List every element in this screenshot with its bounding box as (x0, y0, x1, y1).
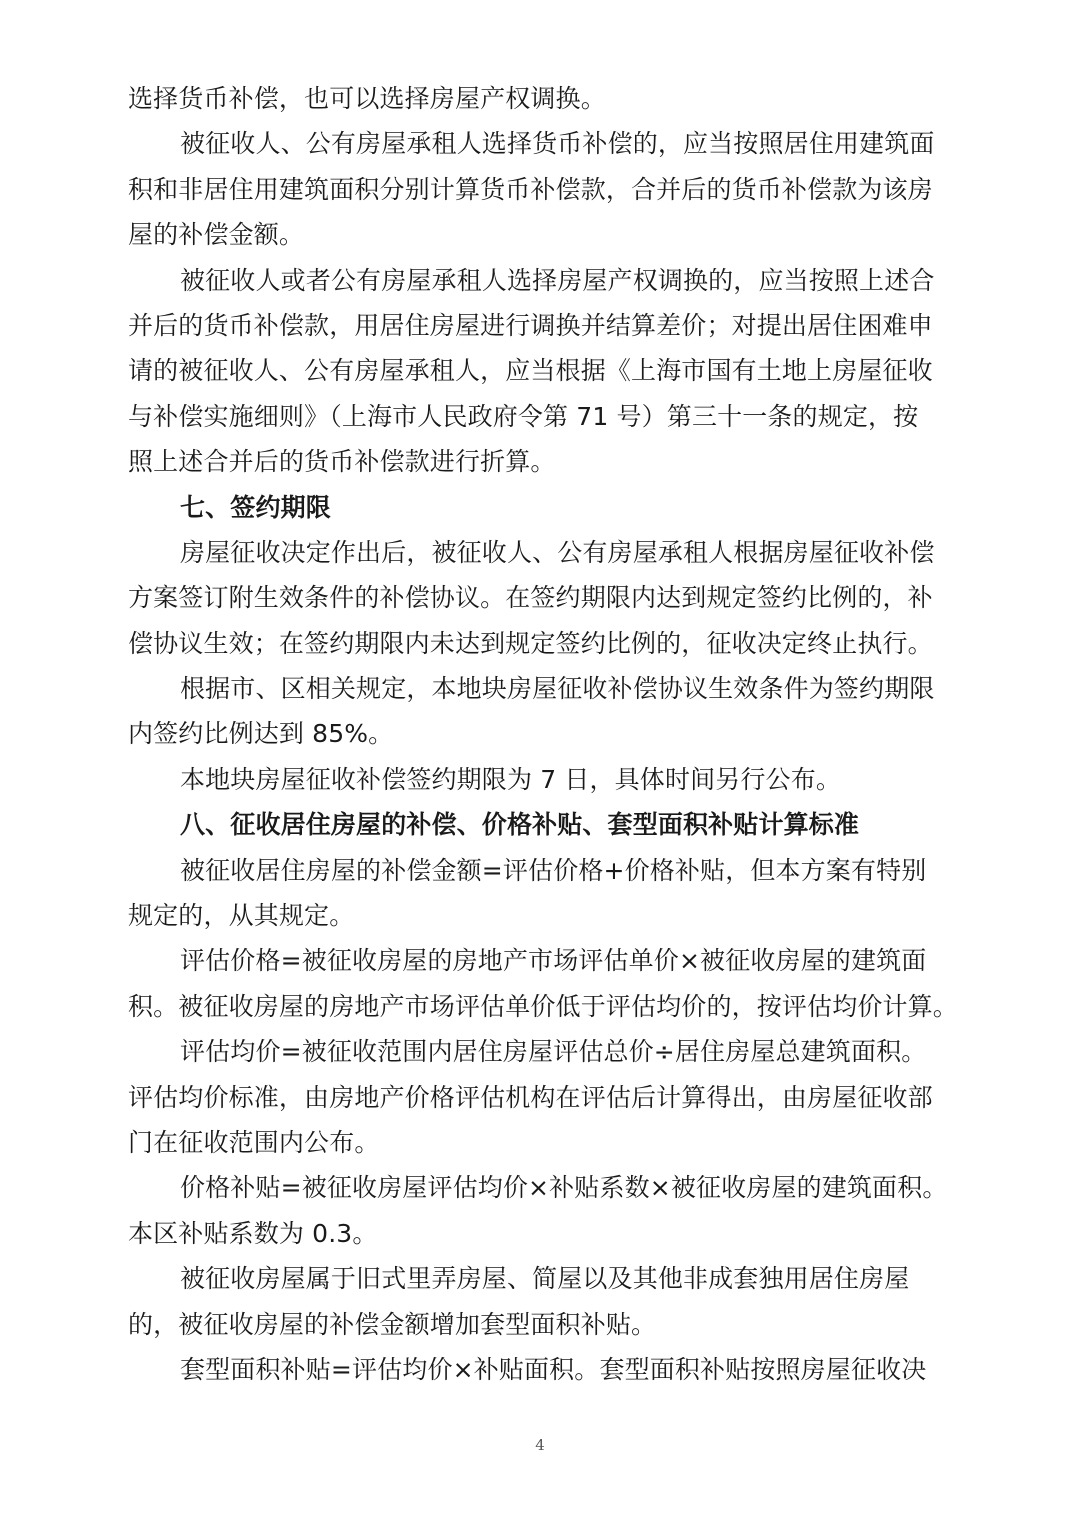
text-line: 屋的补偿金额。 (128, 220, 305, 250)
text-line: 评估均价标准，由房地产价格评估机构在评估后计算得出，由房屋征收部 (128, 1082, 933, 1112)
text-line: 被征收房屋属于旧式里弄房屋、简屋以及其他非成套独用居住房屋 (180, 1264, 910, 1294)
text-line: 本地块房屋征收补偿签约期限为 7 日，具体时间另行公布。 (180, 764, 842, 794)
text-line: 本区补贴系数为 0.3。 (128, 1218, 378, 1248)
text-line: 门在征收范围内公布。 (128, 1127, 380, 1157)
text-line: 根据市、区相关规定，本地块房屋征收补偿协议生效条件为签约期限 (180, 674, 935, 704)
text-line: 请的被征收人、公有房屋承租人，应当根据《上海市国有土地上房屋征收 (128, 356, 933, 386)
text-line: 评估均价=被征收范围内居住房屋评估总价÷居住房屋总建筑面积。 (180, 1037, 927, 1067)
text-line: 内签约比例达到 85%。 (128, 719, 394, 749)
text-line: 房屋征收决定作出后，被征收人、公有房屋承租人根据房屋征收补偿 (180, 537, 935, 567)
text-line: 积。被征收房屋的房地产市场评估单价低于评估均价的，按评估均价计算。 (128, 991, 958, 1021)
section-heading-compensation-standards: 八、征收居住房屋的补偿、价格补贴、套型面积补贴计算标准 (180, 810, 860, 840)
section-heading-signing-period: 七、签约期限 (180, 492, 331, 522)
text-line: 评估价格=被征收房屋的房地产市场评估单价×被征收房屋的建筑面 (180, 946, 927, 976)
text-line: 照上述合并后的货币补偿款进行折算。 (128, 447, 556, 477)
text-line: 规定的，从其规定。 (128, 901, 355, 931)
text-line: 并后的货币补偿款，用居住房屋进行调换并结算差价；对提出居住困难申 (128, 310, 933, 340)
text-line: 被征收居住房屋的补偿金额=评估价格+价格补贴，但本方案有特别 (180, 855, 927, 885)
text-line: 积和非居住用建筑面积分别计算货币补偿款，合并后的货币补偿款为该房 (128, 174, 933, 204)
text-line: 价格补贴=被征收房屋评估均价×补贴系数×被征收房屋的建筑面积。 (180, 1173, 948, 1203)
page-number: 4 (535, 1436, 545, 1454)
text-line: 被征收人、公有房屋承租人选择货币补偿的，应当按照居住用建筑面 (180, 129, 935, 159)
text-line: 与补偿实施细则》（上海市人民政府令第 71 号）第三十一条的规定，按 (128, 401, 919, 431)
text-line: 选择货币补偿，也可以选择房屋产权调换。 (128, 84, 606, 113)
text-line: 被征收人或者公有房屋承租人选择房屋产权调换的，应当按照上述合 (180, 265, 935, 295)
document-body (128, 76, 958, 1392)
text-line: 套型面积补贴=评估均价×补贴面积。套型面积补贴按照房屋征收决 (180, 1354, 927, 1384)
text-line: 偿协议生效；在签约期限内未达到规定签约比例的，征收决定终止执行。 (128, 628, 933, 658)
text-line: 的，被征收房屋的补偿金额增加套型面积补贴。 (128, 1309, 657, 1339)
text-line: 方案签订附生效条件的补偿协议。在签约期限内达到规定签约比例的，补 (128, 583, 933, 613)
